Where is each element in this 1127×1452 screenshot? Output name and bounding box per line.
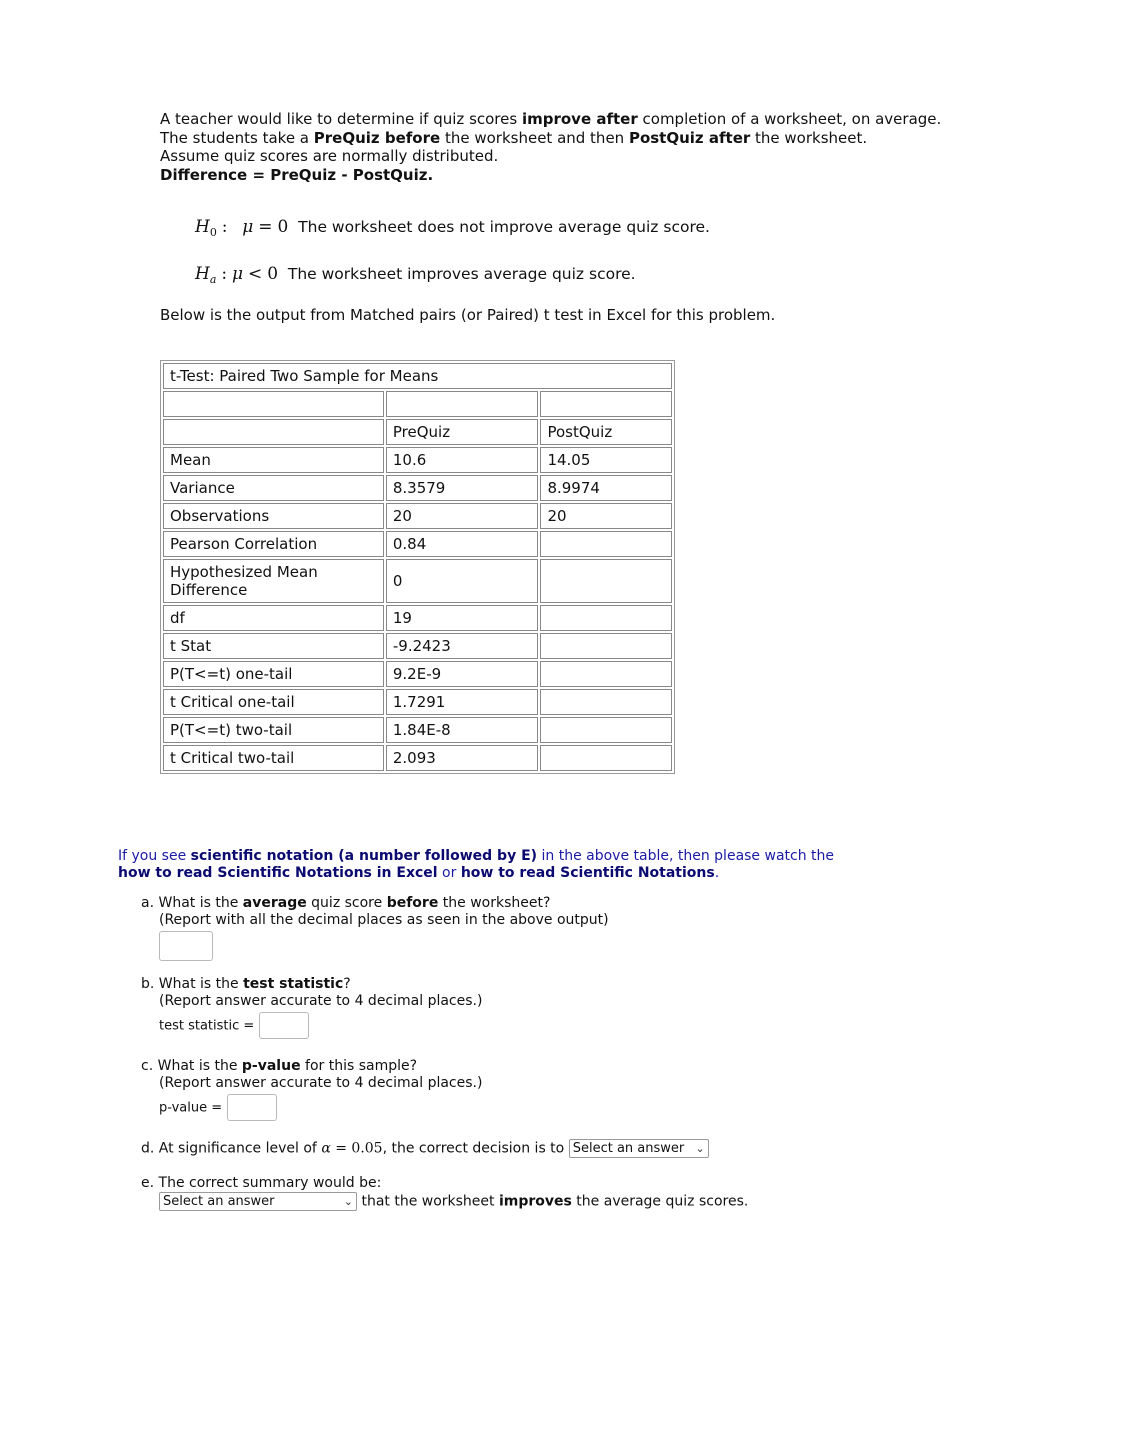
- postquiz-value: 14.05: [540, 447, 672, 473]
- question-c-hint: (Report answer accurate to 4 decimal places.): [159, 1075, 483, 1091]
- intro-line-1: A teacher would like to determine if quiz scores improve after completion of a worksheet, on average.: [160, 110, 942, 128]
- ttest-output-table: [160, 360, 675, 774]
- prequiz-value: 1.84E-8: [386, 717, 539, 743]
- postquiz-value: 20: [540, 503, 672, 529]
- question-b: b. What is the test statistic? (Report answer accurate to 4 decimal places.) test statistic =: [141, 976, 482, 1039]
- scientific-notation-note: If you see scientific notation (a number followed by E) in the above table, then please watch the how to read Scientific Notations in Excel or how to read Scientific Notations.: [118, 848, 835, 881]
- question-c: c. What is the p-value for this sample? (Report answer accurate to 4 decimal places.) p-value =: [141, 1058, 482, 1121]
- table-row: [163, 447, 672, 473]
- postquiz-value: [540, 717, 672, 743]
- link-scientific-notations[interactable]: how to read Scientific Notations: [460, 865, 715, 881]
- row-label: P(T<=t) one-tail: [163, 661, 384, 687]
- column-header-postquiz: PostQuiz: [540, 419, 672, 445]
- row-label: Observations: [163, 503, 384, 529]
- intro-line-4: Difference = PreQuiz - PostQuiz.: [160, 165, 434, 184]
- prequiz-value: 0: [386, 559, 539, 603]
- row-label: Mean: [163, 447, 384, 473]
- row-label: t Critical one-tail: [163, 689, 384, 715]
- test-statistic-label: test statistic =: [159, 1018, 255, 1034]
- question-b-hint: (Report answer accurate to 4 decimal places.): [159, 993, 483, 1009]
- decision-select[interactable]: Select an answer ⌄: [569, 1139, 709, 1158]
- prequiz-value: 2.093: [386, 745, 539, 771]
- row-label: Hypothesized Mean Difference: [163, 559, 384, 603]
- p-value-label: p-value =: [159, 1100, 223, 1116]
- postquiz-value: [540, 745, 672, 771]
- problem-intro: [160, 110, 941, 184]
- prequiz-value: 10.6: [386, 447, 539, 473]
- table-cell-empty: [386, 391, 539, 417]
- null-hypothesis: $H_0$ : μ = 0 The worksheet does not improve average quiz score.: [195, 217, 710, 240]
- row-label: df: [163, 605, 384, 631]
- excel-output-intro: Below is the output from Matched pairs (or Paired) t test in Excel for this problem.: [160, 306, 776, 324]
- prequiz-value: 20: [386, 503, 539, 529]
- postquiz-value: [540, 689, 672, 715]
- table-row: [163, 531, 672, 557]
- table-row: [163, 503, 672, 529]
- postquiz-value: [540, 633, 672, 659]
- question-e: e. The correct summary would be: Select an answer ⌄ that the worksheet improves the average quiz scores.: [141, 1175, 749, 1210]
- prequiz-value: 1.7291: [386, 689, 539, 715]
- prequiz-value: 9.2E-9: [386, 661, 539, 687]
- row-label: t Stat: [163, 633, 384, 659]
- table-row: [163, 717, 672, 743]
- postquiz-value: 8.9974: [540, 475, 672, 501]
- table-cell-empty: [163, 419, 384, 445]
- row-label: t Critical two-tail: [163, 745, 384, 771]
- table-row: [163, 745, 672, 771]
- postquiz-value: [540, 661, 672, 687]
- intro-line-2: The students take a PreQuiz before the worksheet and then PostQuiz after the worksheet.: [160, 128, 868, 147]
- intro-line-3: Assume quiz scores are normally distributed.: [160, 147, 499, 165]
- table-row: [163, 559, 672, 603]
- table-row: [163, 633, 672, 659]
- postquiz-value: [540, 605, 672, 631]
- prequiz-value: 8.3579: [386, 475, 539, 501]
- prequiz-value: 19: [386, 605, 539, 631]
- scientific-notation-emphasis: scientific notation (a number followed by E): [190, 848, 538, 864]
- question-a-hint: (Report with all the decimal places as seen in the above output): [159, 912, 609, 928]
- question-a: a. What is the average quiz score before the worksheet? (Report with all the decimal places as seen in the above output): [141, 895, 609, 961]
- row-label: Pearson Correlation: [163, 531, 384, 557]
- row-label: P(T<=t) two-tail: [163, 717, 384, 743]
- table-cell-empty: [540, 391, 672, 417]
- alternative-hypothesis: $H_a$ : μ < 0 The worksheet improves average quiz score.: [195, 264, 636, 287]
- postquiz-value: [540, 559, 672, 603]
- test-statistic-input[interactable]: [259, 1012, 309, 1039]
- average-before-input[interactable]: [159, 931, 213, 961]
- prequiz-value: -9.2423: [386, 633, 539, 659]
- summary-select[interactable]: Select an answer ⌄: [159, 1192, 357, 1211]
- table-row: [163, 475, 672, 501]
- question-d: d. At significance level of α = 0.05, the correct decision is to Select an answer ⌄: [141, 1139, 709, 1158]
- table-row: [163, 605, 672, 631]
- prequiz-value: 0.84: [386, 531, 539, 557]
- chevron-down-icon: ⌄: [695, 1142, 705, 1155]
- link-scientific-notations-excel[interactable]: how to read Scientific Notations in Excel: [118, 865, 438, 881]
- table-cell-empty: [163, 391, 384, 417]
- table-row: [163, 661, 672, 687]
- postquiz-value: [540, 531, 672, 557]
- row-label: Variance: [163, 475, 384, 501]
- chevron-down-icon: ⌄: [343, 1195, 353, 1208]
- p-value-input[interactable]: [227, 1094, 277, 1121]
- column-header-prequiz: PreQuiz: [386, 419, 539, 445]
- table-row: [163, 689, 672, 715]
- ttest-title: t-Test: Paired Two Sample for Means: [163, 363, 672, 389]
